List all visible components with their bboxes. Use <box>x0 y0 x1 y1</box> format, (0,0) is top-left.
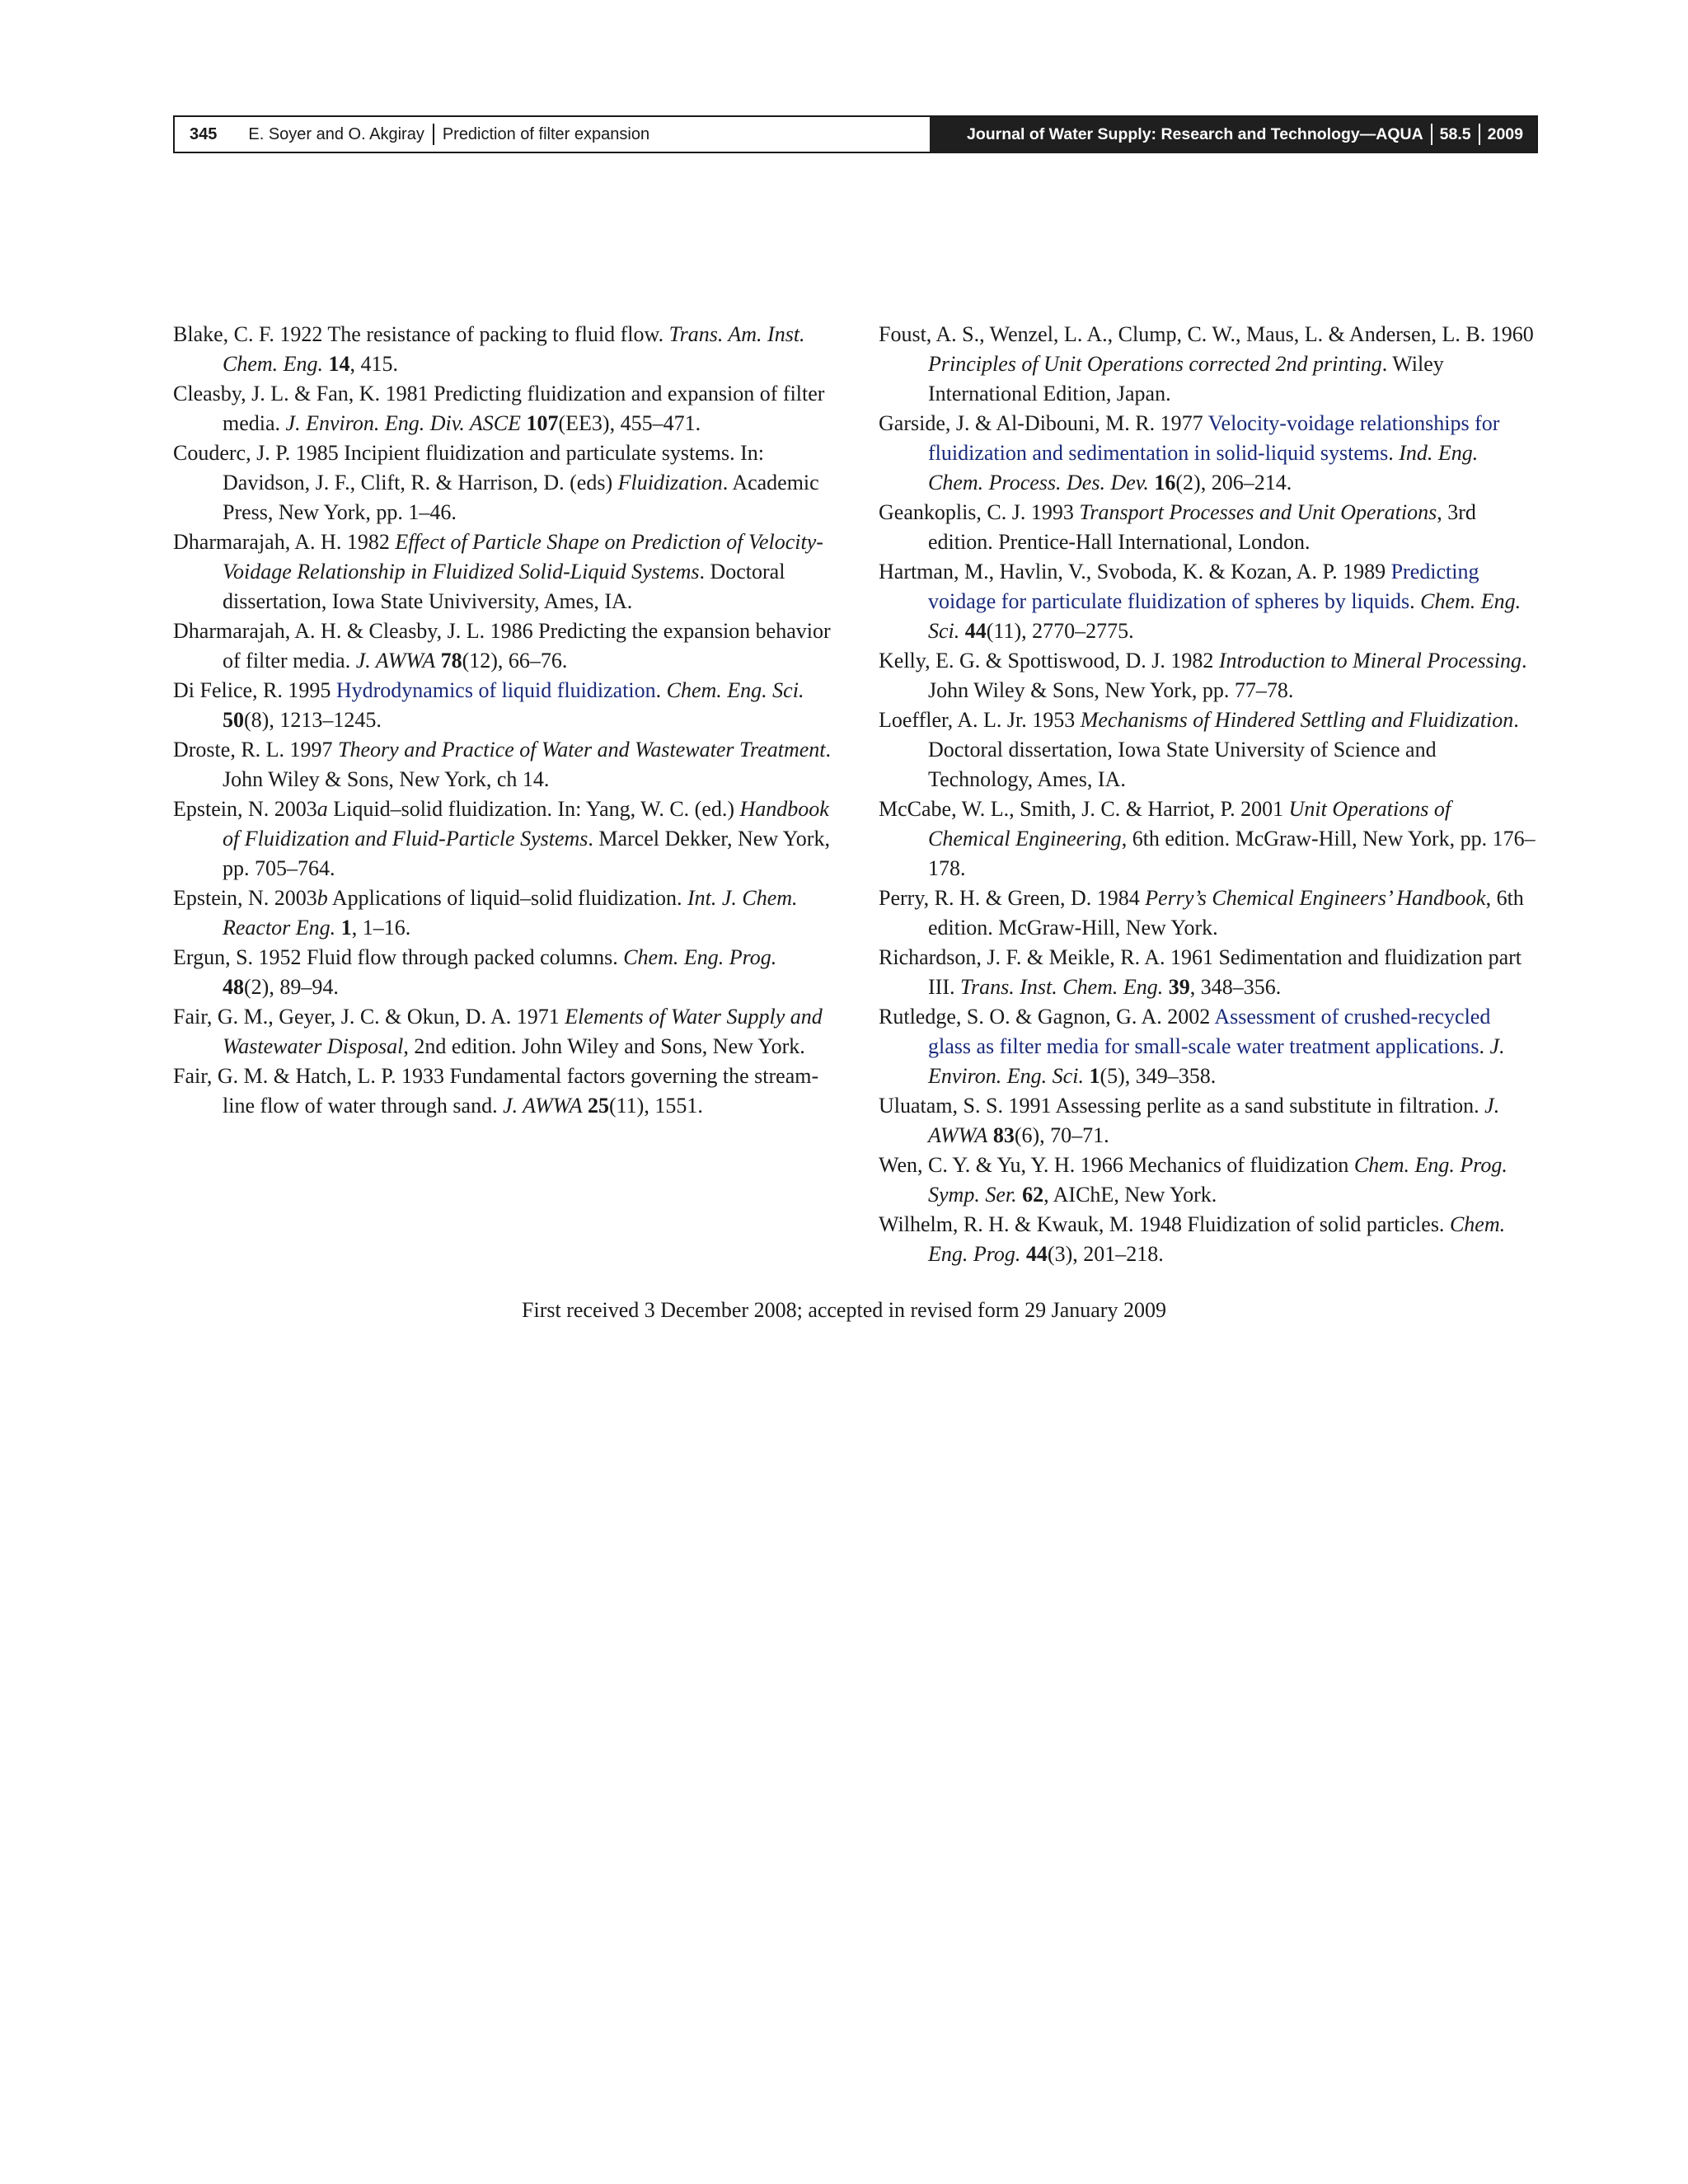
reference-italic-text: Chem. Eng. Sci. <box>666 678 804 702</box>
reference-italic-text: Handbook of Fluidization and Fluid-Particle Systems <box>223 797 829 851</box>
reference-italic-text: Transport Processes and Unit Operations <box>1079 500 1437 524</box>
reference-text: . John Wiley & Sons, New York, pp. 77–78. <box>928 649 1527 702</box>
reference-italic-text: J. Environ. Eng. Sci. <box>928 1034 1505 1088</box>
reference-italic-text: b <box>316 886 328 910</box>
reference-italic-text: Theory and Practice of Water and Wastewater Treatment <box>338 738 826 762</box>
reference-text: (6), 70–71. <box>1014 1123 1109 1147</box>
header-divider <box>433 124 434 145</box>
journal-name: Journal of Water Supply: Research and Technology—AQUA <box>967 124 1423 143</box>
reference-text: (EE3), 455–471. <box>558 411 701 435</box>
reference-entry <box>879 1151 1538 1210</box>
reference-text: (11), 1551. <box>608 1094 703 1118</box>
header-divider <box>1431 124 1432 145</box>
header-authors: E. Soyer and O. Akgiray <box>248 124 424 143</box>
reference-text: , 6th edition. McGraw-Hill, New York, pp. 176–178. <box>928 827 1536 880</box>
reference-text: Garside, J. & Al-Dibouni, M. R. 1977 <box>879 411 1208 435</box>
reference-entry <box>173 676 832 735</box>
reference-volume: 50 <box>223 708 244 732</box>
header-short-title: Prediction of filter expansion <box>442 124 650 143</box>
reference-entry <box>173 379 832 438</box>
references-column-right <box>879 320 1538 1269</box>
reference-text: Kelly, E. G. & Spottiswood, D. J. 1982 <box>879 649 1219 673</box>
reference-volume: 78 <box>440 649 462 673</box>
reference-entry <box>879 705 1538 794</box>
reference-italic-text: Elements of Water Supply and Wastewater Disposal <box>223 1005 823 1058</box>
reference-text: , 6th edition. McGraw-Hill, New York. <box>928 886 1524 940</box>
reference-volume: 39 <box>1168 975 1190 999</box>
reference-text: Applications of liquid–solid fluidization. <box>327 886 687 910</box>
journal-volume: 58.5 <box>1439 124 1471 143</box>
reference-volume: 44 <box>1025 1242 1048 1266</box>
reference-text: Rutledge, S. O. & Gagnon, G. A. 2002 <box>879 1005 1215 1029</box>
reference-entry <box>173 1062 832 1121</box>
reference-text: . Wiley International Edition, Japan. <box>928 352 1444 405</box>
reference-text: . John Wiley & Sons, New York, ch 14. <box>223 738 832 791</box>
reference-volume: 107 <box>526 411 559 435</box>
reference-text: (2), 206–214. <box>1175 471 1292 494</box>
reference-text: , 3rd edition. Prentice-Hall International, London. <box>928 500 1476 554</box>
reference-text: Epstein, N. 2003 <box>173 886 317 910</box>
reference-italic-text: J. AWWA <box>355 649 436 673</box>
reference-entry <box>173 527 832 616</box>
reference-text: Geankoplis, C. J. 1993 <box>879 500 1080 524</box>
reference-volume: 83 <box>992 1123 1015 1147</box>
reference-italic-text: Ind. Eng. Chem. Process. Des. Dev. <box>928 441 1479 494</box>
reference-text: Di Felice, R. 1995 <box>173 678 336 702</box>
reference-volume: 16 <box>1154 471 1176 494</box>
reference-entry <box>173 794 832 883</box>
reference-italic-text: Int. J. Chem. Reactor Eng. <box>223 886 798 940</box>
reference-italic-text: J. Environ. Eng. Div. ASCE <box>285 411 521 435</box>
reference-text: (8), 1213–1245. <box>244 708 382 732</box>
reference-entry <box>879 883 1538 943</box>
reference-text: , 415. <box>349 352 399 376</box>
reference-italic-text: Chem. Eng. Prog. <box>928 1212 1506 1266</box>
reference-entry <box>173 943 832 1002</box>
header-left <box>175 117 930 152</box>
reference-entry <box>879 1210 1538 1269</box>
reference-volume: 44 <box>964 619 987 643</box>
reference-text: Hartman, M., Havlin, V., Svoboda, K. & Kozan, A. P. 1989 <box>879 560 1391 583</box>
reference-italic-text: Principles of Unit Operations corrected 2nd printing <box>928 352 1382 376</box>
reference-italic-text: Fluidization <box>617 471 723 494</box>
reference-text: Droste, R. L. 1997 <box>173 738 339 762</box>
reference-text: Wilhelm, R. H. & Kwauk, M. 1948 Fluidization of solid particles. <box>879 1212 1450 1236</box>
reference-italic-text: J. AWWA <box>928 1094 1500 1147</box>
reference-text: Dharmarajah, A. H. & Cleasby, J. L. 1986 Predicting the expansion behavior of filter media. <box>173 619 831 673</box>
reference-text: (11), 2770–2775. <box>986 619 1134 643</box>
reference-italic-text: Chem. Eng. Prog. <box>623 945 777 969</box>
reference-text: Cleasby, J. L. & Fan, K. 1981 Predicting fluidization and expansion of filter media. <box>173 382 825 435</box>
reference-entry <box>879 646 1538 705</box>
reference-italic-text: Effect of Particle Shape on Prediction of Velocity-Voidage Relationship in Fluidized Solid-Liquid Systems <box>223 530 823 583</box>
reference-entry <box>879 320 1538 409</box>
page-number: 345 <box>190 124 218 143</box>
reference-italic-text: a <box>316 797 328 821</box>
reference-title-link[interactable]: Assessment of crushed-recycled glass as filter media for small-scale water treatment applications <box>928 1005 1491 1058</box>
reference-text: . <box>1409 589 1421 613</box>
reference-entry <box>879 943 1538 1002</box>
reference-text: Epstein, N. 2003 <box>173 797 317 821</box>
reference-volume: 14 <box>328 352 350 376</box>
reference-entry <box>173 1002 832 1062</box>
reference-text: . Doctoral dissertation, Iowa State University of Science and Technology, Ames, IA. <box>928 708 1519 791</box>
reference-text: Blake, C. F. 1922 The resistance of packing to fluid flow. <box>173 322 669 346</box>
reference-text: Loeffler, A. L. Jr. 1953 <box>879 708 1081 732</box>
header-journal-block <box>930 117 1536 152</box>
reference-entry <box>879 409 1538 498</box>
reference-entry <box>879 498 1538 557</box>
reference-text: (3), 201–218. <box>1047 1242 1164 1266</box>
reference-entry <box>173 616 832 676</box>
reference-italic-text: Unit Operations of Chemical Engineering <box>928 797 1451 851</box>
reference-text: . <box>1388 441 1400 465</box>
reference-volume: 1 <box>340 916 352 940</box>
received-accepted-note: First received 3 December 2008; accepted in revised form 29 January 2009 <box>522 1298 1166 1322</box>
reference-italic-text: Trans. Inst. Chem. Eng. <box>959 975 1164 999</box>
reference-text: (2), 89–94. <box>244 975 339 999</box>
reference-text: . Doctoral dissertation, Iowa State Univiversity, Ames, IA. <box>223 560 785 613</box>
reference-entry <box>173 438 832 527</box>
reference-volume: 62 <box>1022 1183 1044 1207</box>
reference-text: (5), 349–358. <box>1100 1064 1217 1088</box>
reference-entry <box>173 883 832 943</box>
reference-text: Dharmarajah, A. H. 1982 <box>173 530 396 554</box>
reference-entry <box>173 320 832 379</box>
reference-entry <box>879 1091 1538 1151</box>
reference-text: Uluatam, S. S. 1991 Assessing perlite as a sand substitute in filtration. <box>879 1094 1485 1118</box>
reference-text: Fair, G. M. & Hatch, L. P. 1933 Fundamental factors governing the stream-line flow of water through sand. <box>173 1064 819 1118</box>
reference-volume: 1 <box>1089 1064 1100 1088</box>
reference-text: Foust, A. S., Wenzel, L. A., Clump, C. W., Maus, L. & Andersen, L. B. 1960 <box>879 322 1534 346</box>
reference-text: McCabe, W. L., Smith, J. C. & Harriot, P. 2001 <box>879 797 1289 821</box>
reference-italic-text: Chem. Eng. Prog. Symp. Ser. <box>928 1153 1507 1207</box>
reference-text: , 348–356. <box>1189 975 1282 999</box>
reference-text: , AIChE, New York. <box>1043 1183 1217 1207</box>
reference-entry <box>879 1002 1538 1091</box>
reference-text: (12), 66–76. <box>462 649 568 673</box>
reference-text: , 2nd edition. John Wiley and Sons, New York. <box>403 1034 805 1058</box>
reference-text: . <box>655 678 667 702</box>
reference-title-link[interactable]: Velocity-voidage relationships for fluidization and sedimentation in solid-liquid systems <box>928 411 1500 465</box>
reference-italic-text: Chem. Eng. Sci. <box>928 589 1522 643</box>
reference-text: Richardson, J. F. & Meikle, R. A. 1961 Sedimentation and fluidization part III. <box>879 945 1522 999</box>
reference-italic-text: Mechanisms of Hindered Settling and Fluidization <box>1080 708 1514 732</box>
reference-text: . Academic Press, New York, pp. 1–46. <box>223 471 819 524</box>
header-divider <box>1479 124 1480 145</box>
references-column-left <box>173 320 832 1121</box>
reference-entry <box>879 557 1538 646</box>
reference-volume: 48 <box>223 975 244 999</box>
reference-text: Perry, R. H. & Green, D. 1984 <box>879 886 1146 910</box>
reference-title-link[interactable]: Hydrodynamics of liquid fluidization <box>335 678 656 702</box>
journal-year: 2009 <box>1487 124 1523 143</box>
reference-italic-text: J. AWWA <box>503 1094 583 1118</box>
reference-text: Couderc, J. P. 1985 Incipient fluidization and particulate systems. In: Davidson, J. F., Clift, R. & Harrison, D. (eds) <box>173 441 765 494</box>
reference-text: . <box>1479 1034 1490 1058</box>
reference-text: Liquid–solid fluidization. In: Yang, W. C. (ed.) <box>327 797 740 821</box>
reference-title-link[interactable]: Predicting voidage for particulate fluidization of spheres by liquids <box>928 560 1479 613</box>
reference-text: Ergun, S. 1952 Fluid flow through packed columns. <box>173 945 624 969</box>
reference-italic-text: Introduction to Mineral Processing <box>1218 649 1522 673</box>
reference-volume: 25 <box>587 1094 609 1118</box>
reference-entry <box>879 794 1538 883</box>
running-header <box>173 115 1538 153</box>
reference-italic-text: Trans. Am. Inst. Chem. Eng. <box>223 322 805 376</box>
reference-entry <box>173 735 832 794</box>
reference-text: Wen, C. Y. & Yu, Y. H. 1966 Mechanics of fluidization <box>879 1153 1354 1177</box>
reference-text: Fair, G. M., Geyer, J. C. & Okun, D. A. 1971 <box>173 1005 565 1029</box>
reference-text: , 1–16. <box>351 916 411 940</box>
reference-italic-text: Perry’s Chemical Engineers’ Handbook <box>1145 886 1486 910</box>
reference-text: . Marcel Dekker, New York, pp. 705–764. <box>223 827 830 880</box>
